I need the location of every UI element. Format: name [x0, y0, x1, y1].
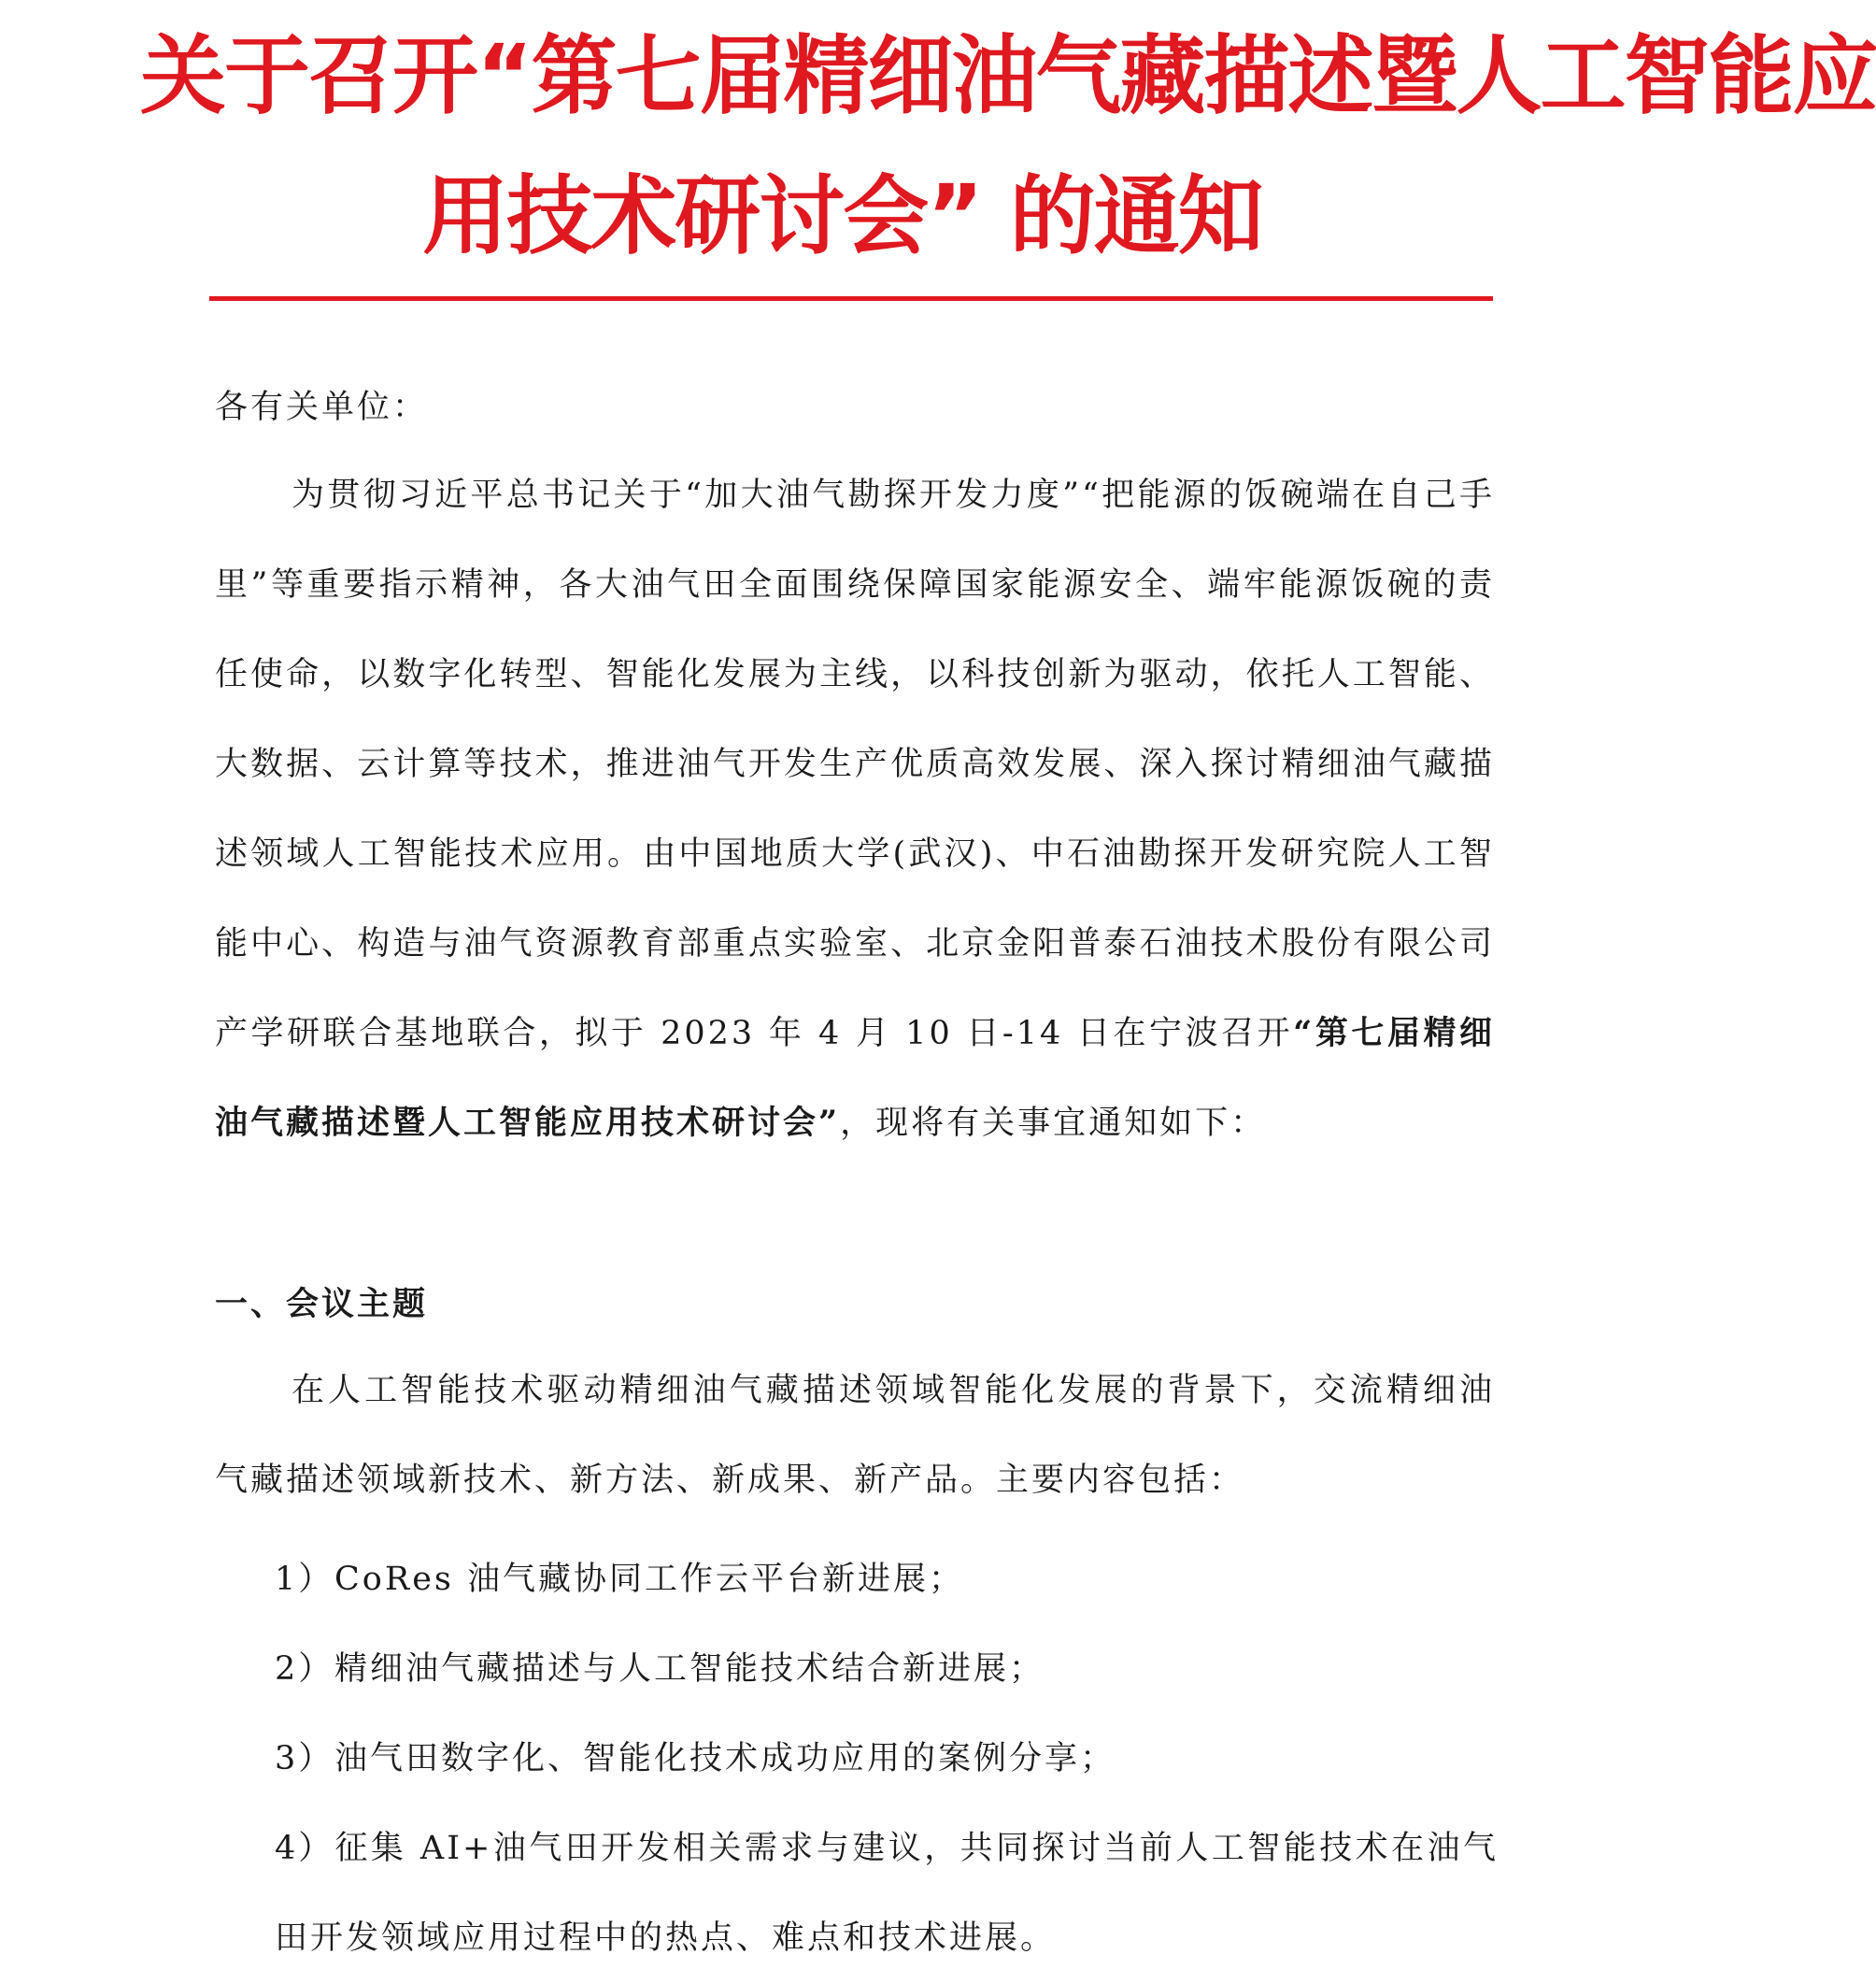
section-heading-meeting-theme: 一、会议主题 — [215, 1285, 429, 1323]
topic-list — [275, 1534, 1499, 1983]
meeting-name-emphasis: “第七届精细油气藏描述暨人工智能应用技术研讨会” — [215, 1014, 1495, 1142]
intro-text: 为贯彻习近平总书记关于“加大油气勘探开发力度”“把能源的饭碗端在自己手里”等重要指示精神，各大油气田全面围绕保障国家能源安全、端牢能源饭碗的责任使命，以数字化转型、智能化发展为主线，以科技创新为驱动，依托人工智能、大数据、云计算等技术，推进油气开发生产优质高效发展、深入探讨精细油气藏描述领域人工智能技术应用。由中国地质大学(武汉)、中石油勘探开发研究院人工智能中心、构造与油气资源教育部重点实验室、北京金阳普泰石油技术股份有限公司产学研联合基地联合，拟于 2023 年 4 月 10 日-14 日在宁波召开 — [215, 477, 1495, 1052]
salutation: 各有关单位： — [215, 389, 429, 426]
list-item-number: 3） — [275, 1740, 334, 1777]
list-item-number: 4） — [275, 1830, 334, 1867]
list-item — [275, 1714, 1499, 1804]
list-item-text: 精细油气藏描述与人工智能技术结合新进展； — [334, 1650, 1045, 1688]
intro-text-end: ，现将有关事宜通知如下： — [840, 1105, 1267, 1142]
list-item-number: 2） — [275, 1650, 334, 1688]
list-item — [275, 1804, 1499, 1983]
list-item-number: 1） — [275, 1561, 334, 1598]
list-item — [275, 1624, 1499, 1714]
intro-paragraph — [215, 450, 1495, 1168]
document-title-line-2: 用技术研讨会” 的通知 — [422, 166, 1262, 266]
theme-paragraph: 在人工智能技术驱动精细油气藏描述领域智能化发展的背景下，交流精细油气藏描述领域新技术、新方法、新成果、新产品。主要内容包括： — [215, 1372, 1495, 1499]
list-item-text: 征集 AI+油气田开发相关需求与建议，共同探讨当前人工智能技术在油气田开发领域应用过程中的热点、难点和技术进展。 — [275, 1830, 1499, 1957]
list-item — [275, 1534, 1499, 1624]
document-title-line-1: 关于召开“第七届精细油气藏描述暨人工智能应 — [140, 26, 1876, 126]
list-item-text: CoRes 油气藏协同工作云平台新进展； — [334, 1561, 965, 1598]
list-item-text: 油气田数字化、智能化技术成功应用的案例分享； — [334, 1740, 1116, 1777]
red-header-rule — [209, 296, 1493, 301]
